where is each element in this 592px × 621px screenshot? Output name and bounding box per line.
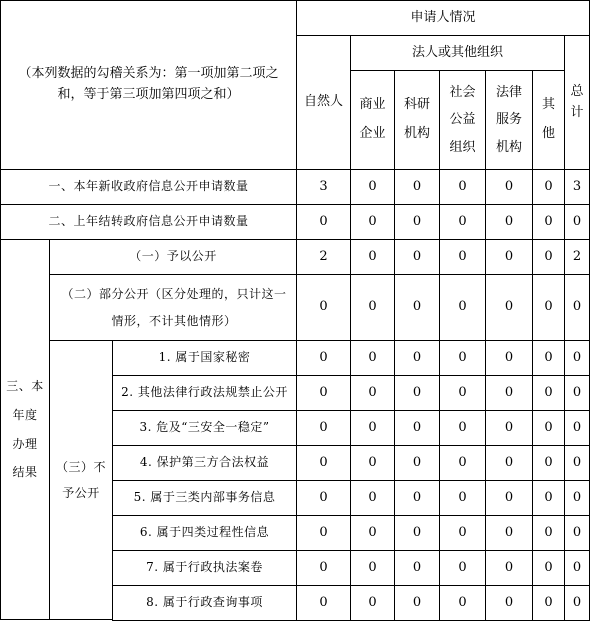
value-r3c4-public-welfare: 0	[439, 445, 486, 481]
value-r3a-natural-person: 2	[296, 239, 351, 275]
row-label-not-disclosed-5: 5. 属于三类内部事务信息	[112, 480, 297, 516]
value-r3c1-commercial: 0	[350, 340, 395, 376]
value-r3c6-legal-service: 0	[485, 515, 533, 551]
value-r1-legal-service: 0	[485, 169, 533, 205]
value-r3c6-natural-person: 0	[296, 515, 351, 551]
row-label-not-disclosed-3: 3. 危及“三安全一稳定”	[112, 410, 297, 446]
value-r3c6-total: 0	[564, 515, 590, 551]
other-header: 其 他	[532, 70, 565, 170]
value-r3c3-public-welfare: 0	[439, 410, 486, 446]
value-r3a-public-welfare: 0	[439, 239, 486, 275]
value-r2-other: 0	[532, 204, 565, 240]
value-r1-commercial: 0	[350, 169, 395, 205]
value-r3c3-total: 0	[564, 410, 590, 446]
value-r2-legal-service: 0	[485, 204, 533, 240]
value-r3c6-other: 0	[532, 515, 565, 551]
value-r3a-total: 2	[564, 239, 590, 275]
value-r3c7-research: 0	[394, 550, 440, 586]
value-r3c4-research: 0	[394, 445, 440, 481]
value-r3c2-commercial: 0	[350, 375, 395, 411]
value-r3c2-research: 0	[394, 375, 440, 411]
value-r3c4-other: 0	[532, 445, 565, 481]
value-r2-research: 0	[394, 204, 440, 240]
applicant-header: 申请人情况	[296, 0, 590, 36]
legal-entity-header: 法人或其他组织	[350, 35, 565, 71]
value-r3c5-legal-service: 0	[485, 480, 533, 516]
value-r3c3-commercial: 0	[350, 410, 395, 446]
note-header-cell	[0, 0, 297, 170]
value-r3c8-legal-service: 0	[485, 585, 533, 621]
value-r3b-total: 0	[564, 274, 590, 341]
value-r3b-other: 0	[532, 274, 565, 341]
value-r3c5-public-welfare: 0	[439, 480, 486, 516]
value-r3b-natural-person: 0	[296, 274, 351, 341]
row-label-carryover: 二、上年结转政府信息公开申请数量	[0, 204, 297, 240]
value-r3b-public-welfare: 0	[439, 274, 486, 341]
value-r1-natural-person: 3	[296, 169, 351, 205]
value-r3c4-commercial: 0	[350, 445, 395, 481]
row-label-not-disclosed-6: 6. 属于四类过程性信息	[112, 515, 297, 551]
value-r3c1-natural-person: 0	[296, 340, 351, 376]
natural-person-header: 自然人	[296, 35, 351, 170]
value-r3c5-research: 0	[394, 480, 440, 516]
value-r3c2-total: 0	[564, 375, 590, 411]
value-r3c1-total: 0	[564, 340, 590, 376]
group-label-results: 三、本 年度 办理 结果	[0, 239, 50, 620]
value-r3c7-commercial: 0	[350, 550, 395, 586]
value-r3b-research: 0	[394, 274, 440, 341]
value-r3c5-total: 0	[564, 480, 590, 516]
public-welfare-header: 社会 公益 组织	[439, 70, 486, 170]
value-r3c2-legal-service: 0	[485, 375, 533, 411]
value-r3c6-commercial: 0	[350, 515, 395, 551]
value-r2-total: 0	[564, 204, 590, 240]
value-r3c4-total: 0	[564, 445, 590, 481]
value-r3c8-commercial: 0	[350, 585, 395, 621]
value-r3c5-commercial: 0	[350, 480, 395, 516]
value-r2-natural-person: 0	[296, 204, 351, 240]
value-r3c1-legal-service: 0	[485, 340, 533, 376]
commercial-header: 商业 企业	[350, 70, 395, 170]
value-r1-public-welfare: 0	[439, 169, 486, 205]
value-r3b-legal-service: 0	[485, 274, 533, 341]
value-r3c3-other: 0	[532, 410, 565, 446]
value-r3b-commercial: 0	[350, 274, 395, 341]
row-label-not-disclosed-4: 4. 保护第三方合法权益	[112, 445, 297, 481]
value-r3c8-public-welfare: 0	[439, 585, 486, 621]
relationship-note: （本列数据的勾稽关系为：第一项加第二项之和，等于第三项加第四项之和）	[18, 66, 279, 102]
value-r3c7-other: 0	[532, 550, 565, 586]
value-r3c7-total: 0	[564, 550, 590, 586]
value-r2-public-welfare: 0	[439, 204, 486, 240]
row-label-not-disclosed-2: 2. 其他法律行政法规禁止公开	[112, 375, 297, 411]
value-r3c3-natural-person: 0	[296, 410, 351, 446]
value-r3a-commercial: 0	[350, 239, 395, 275]
value-r1-research: 0	[394, 169, 440, 205]
value-r3c7-natural-person: 0	[296, 550, 351, 586]
row-label-disclosed: （一）予以公开	[49, 239, 297, 275]
value-r1-other: 0	[532, 169, 565, 205]
total-header: 总 计	[564, 35, 590, 170]
row-label-new: 一、本年新收政府信息公开申请数量	[0, 169, 297, 205]
value-r3a-other: 0	[532, 239, 565, 275]
row-label-not-disclosed-8: 8. 属于行政查询事项	[112, 585, 297, 621]
value-r1-total: 3	[564, 169, 590, 205]
row-label-not-disclosed-1: 1. 属于国家秘密	[112, 340, 297, 376]
value-r3c5-natural-person: 0	[296, 480, 351, 516]
value-r3c6-public-welfare: 0	[439, 515, 486, 551]
value-r3c7-legal-service: 0	[485, 550, 533, 586]
row-label-partial: （二）部分公开（区分处理的，只计这一情形，不计其他情形）	[49, 274, 297, 341]
value-r3c8-research: 0	[394, 585, 440, 621]
value-r3c6-research: 0	[394, 515, 440, 551]
value-r2-commercial: 0	[350, 204, 395, 240]
value-r3c5-other: 0	[532, 480, 565, 516]
value-r3c8-natural-person: 0	[296, 585, 351, 621]
value-r3c7-public-welfare: 0	[439, 550, 486, 586]
value-r3c2-other: 0	[532, 375, 565, 411]
row-label-not-disclosed-7: 7. 属于行政执法案卷	[112, 550, 297, 586]
value-r3c1-research: 0	[394, 340, 440, 376]
legal-service-header: 法律 服务 机构	[485, 70, 533, 170]
value-r3c3-legal-service: 0	[485, 410, 533, 446]
value-r3c2-natural-person: 0	[296, 375, 351, 411]
value-r3c4-natural-person: 0	[296, 445, 351, 481]
value-r3c1-other: 0	[532, 340, 565, 376]
value-r3c2-public-welfare: 0	[439, 375, 486, 411]
research-header: 科研 机构	[394, 70, 440, 170]
value-r3c1-public-welfare: 0	[439, 340, 486, 376]
group-label-not-disclosed: （三）不 予公开	[49, 340, 113, 620]
value-r3c8-other: 0	[532, 585, 565, 621]
value-r3a-legal-service: 0	[485, 239, 533, 275]
value-r3a-research: 0	[394, 239, 440, 275]
value-r3c8-total: 0	[564, 585, 590, 621]
value-r3c3-research: 0	[394, 410, 440, 446]
value-r3c4-legal-service: 0	[485, 445, 533, 481]
